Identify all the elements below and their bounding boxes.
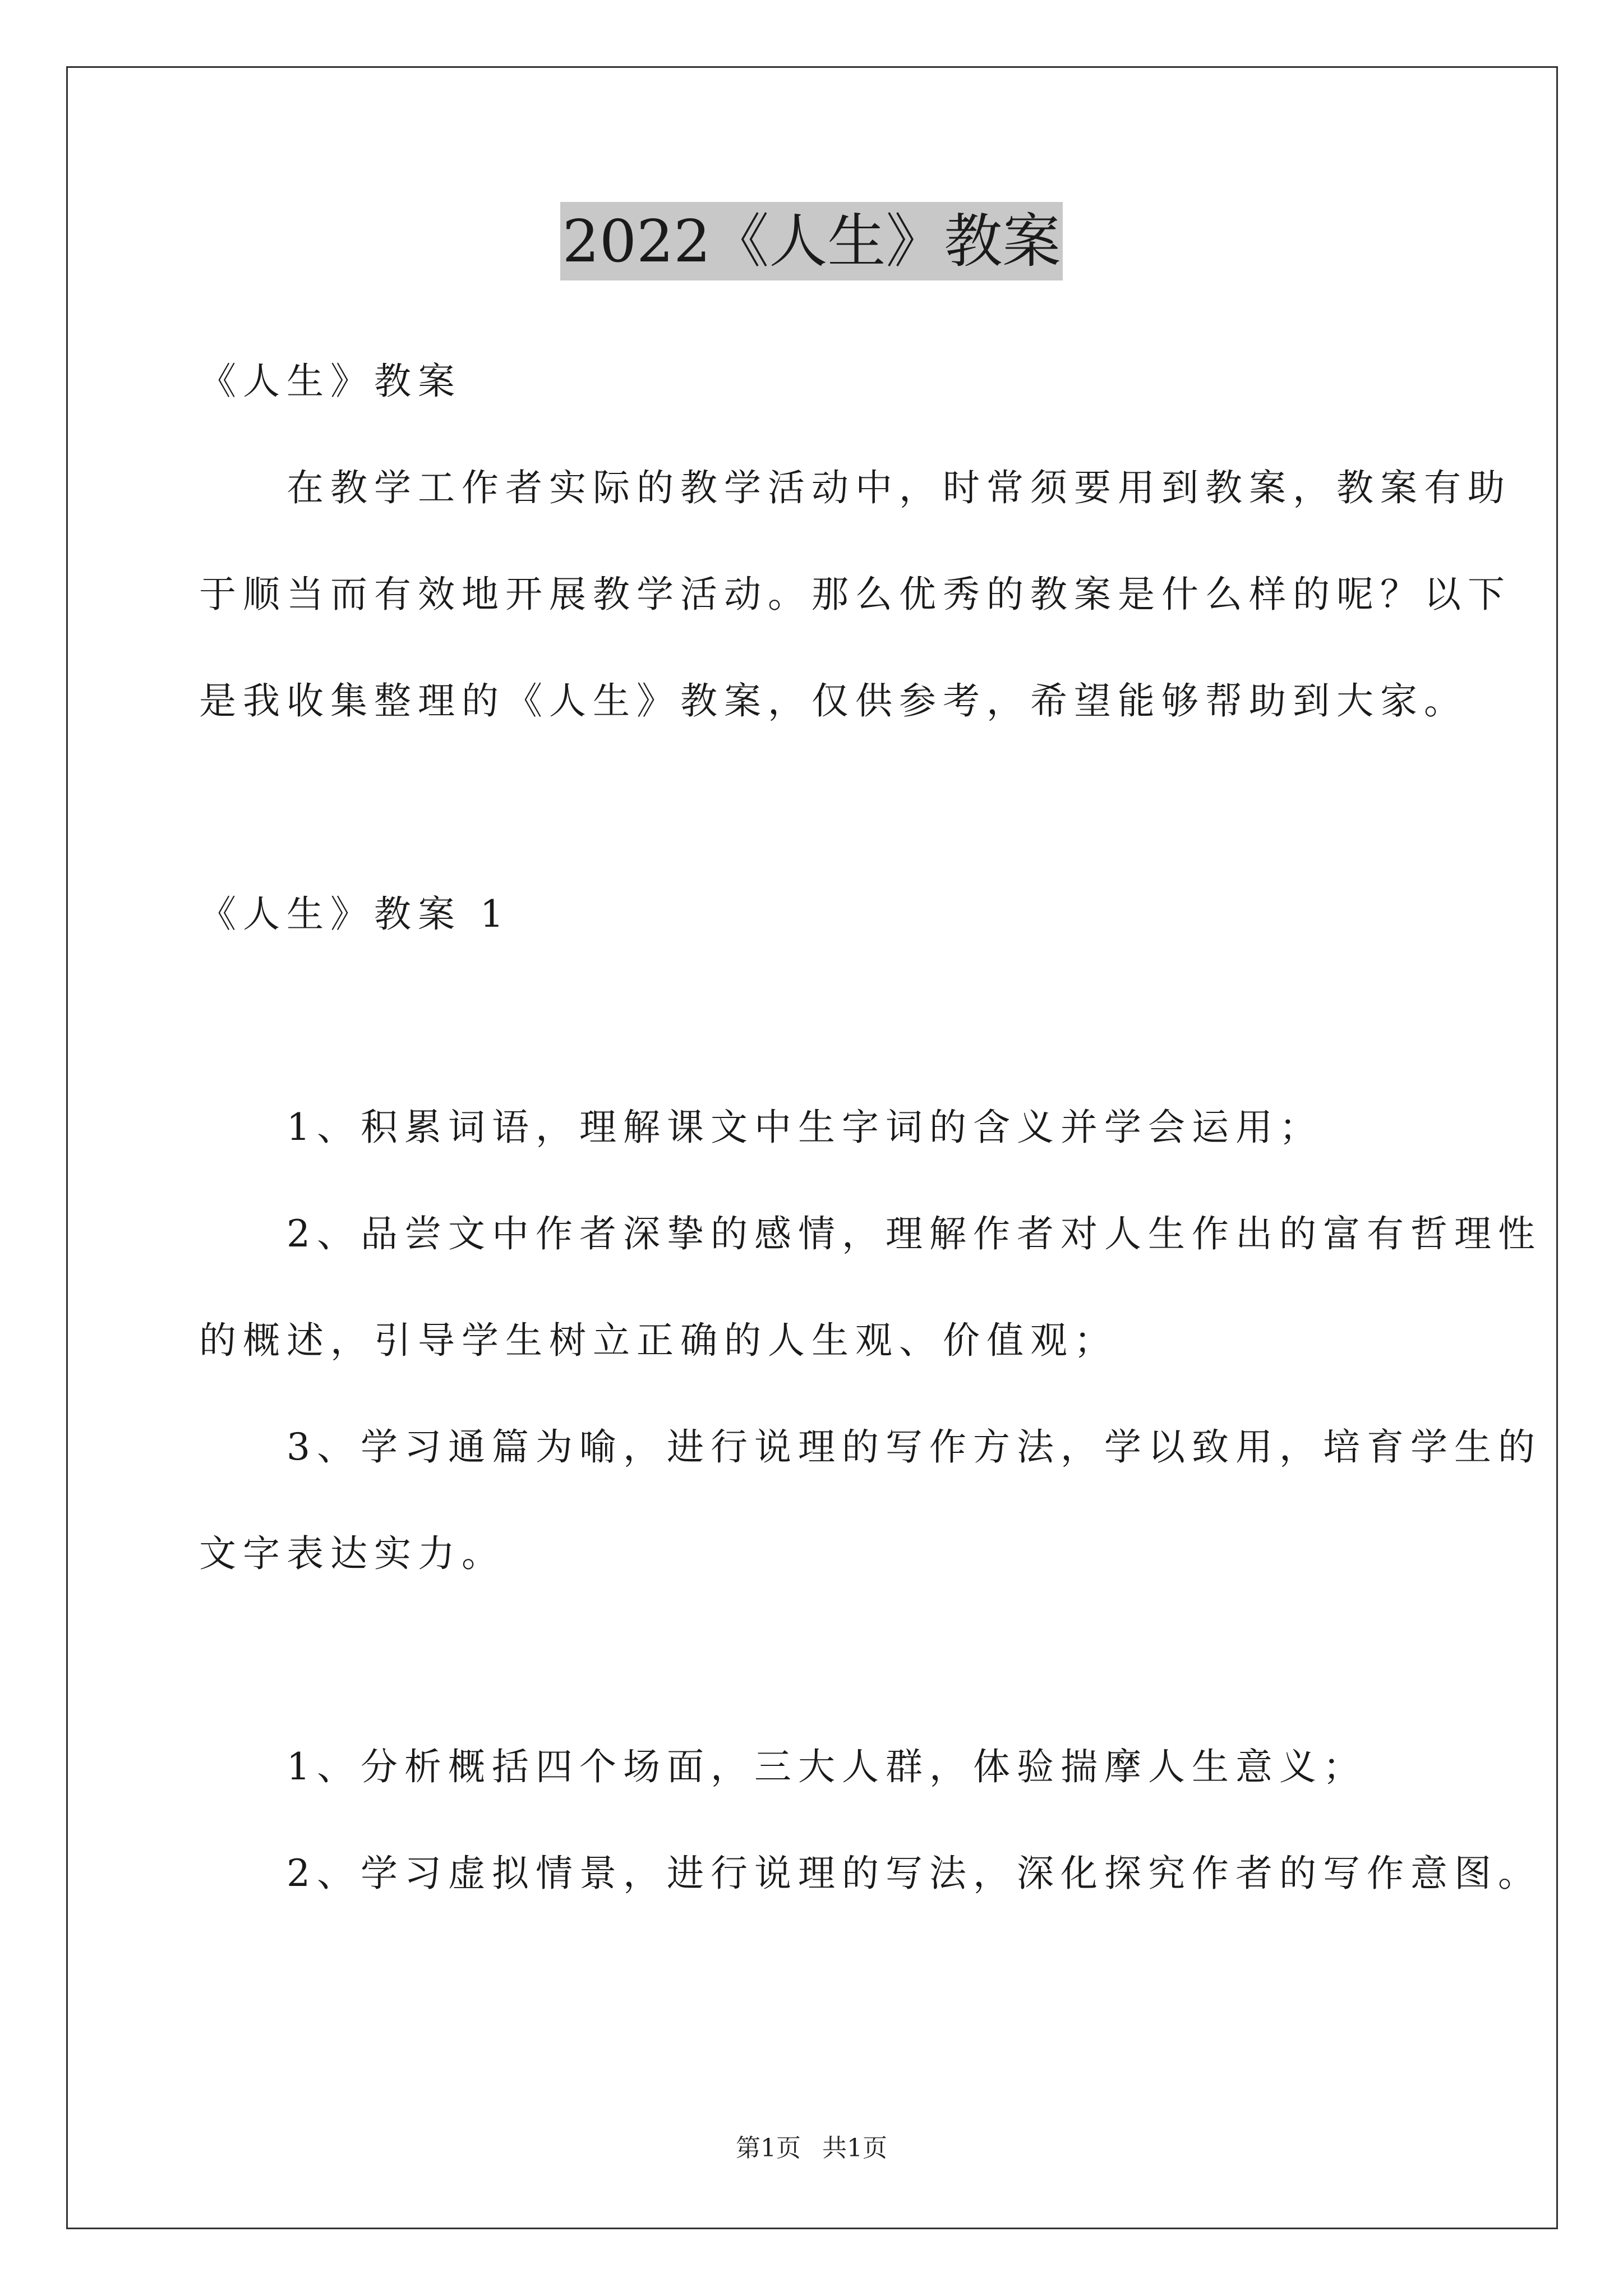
list-item: 1、积累词语，理解课文中生字词的含义并学会运用； (199, 1106, 1323, 1149)
title-container (0, 202, 1623, 280)
page-number: 第1页 (736, 2134, 801, 2162)
paragraph-line: 在教学工作者实际的教学活动中，时常须要用到教案，教案有助 (199, 466, 1511, 509)
list-item-continuation: 文字表达实力。 (199, 1532, 505, 1575)
list-item: 3、学习通篇为喻，进行说理的写作方法，学以致用，培育学生的 (199, 1425, 1542, 1469)
list-item-continuation: 的概述，引导学生树立正确的人生观、价值观； (199, 1319, 1118, 1362)
list-item: 2、学习虚拟情景，进行说理的写法，深化探究作者的写作意图。 (199, 1852, 1542, 1895)
list-item: 1、分析概括四个场面，三大人群，体验揣摩人生意义； (199, 1745, 1367, 1788)
page-footer (0, 2132, 1623, 2165)
section-heading: 《人生》教案 1 (199, 892, 510, 936)
paragraph-line: 是我收集整理的《人生》教案，仅供参考，希望能够帮助到大家。 (199, 679, 1468, 723)
document-title: 2022《人生》教案 (560, 202, 1063, 280)
page-total: 共1页 (822, 2134, 887, 2162)
section-heading: 《人生》教案 (199, 360, 462, 403)
paragraph-line: 于顺当而有效地开展教学活动。那么优秀的教案是什么样的呢？以下 (199, 573, 1511, 616)
list-item: 2、品尝文中作者深挚的感情，理解作者对人生作出的富有哲理性 (199, 1212, 1542, 1255)
